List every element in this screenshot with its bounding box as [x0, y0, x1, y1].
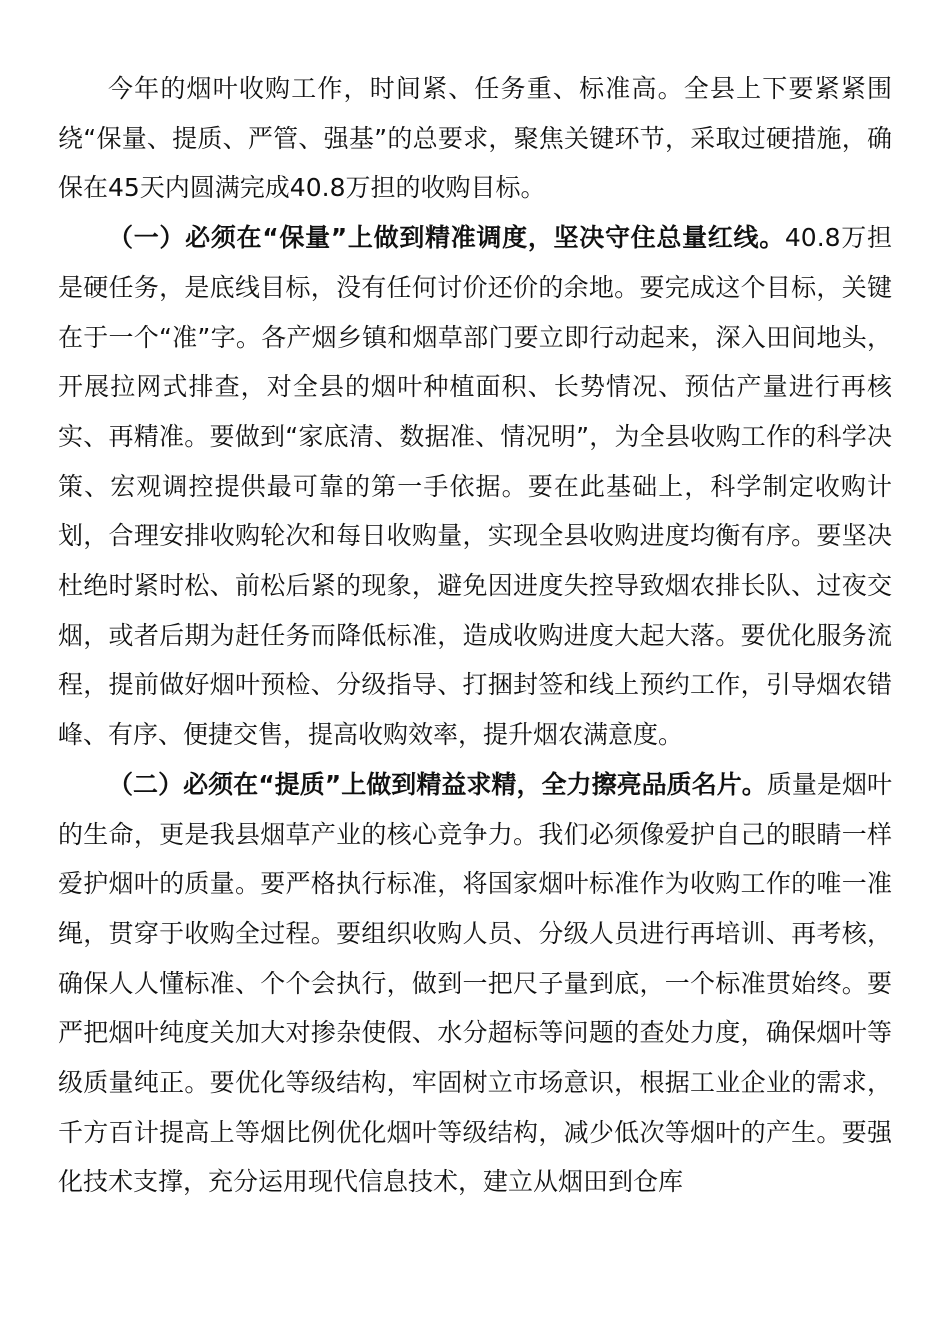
section-1-paragraph — [58, 213, 892, 760]
intro-text: 今年的烟叶收购工作，时间紧、任务重、标准高。全县上下要紧紧围绕“保量、提质、严管、强基”的总要求，聚焦关键环节，采取过硬措施，确保在45天内圆满完成40.8万担的收购目标。 — [58, 74, 892, 203]
section-1-body: 40.8万担是硬任务，是底线目标，没有任何讨价还价的余地。要完成这个目标，关键在于一个“准”字。各产烟乡镇和烟草部门要立即行动起来，深入田间地头，开展拉网式排查，对全县的烟叶种植面积、长势情况、预估产量进行再核实、再精准。要做到“家底清、数据准、情况明”，为全县收购工作的科学决策、宏观调控提供最可靠的第一手依据。要在此基础上，科学制定收购计划，合理安排收购轮次和每日收购量，实现全县收购进度均衡有序。要坚决杜绝时紧时松、前松后紧的现象，避免因进度失控导致烟农排长队、过夜交烟，或者后期为赶任务而降低标准，造成收购进度大起大落。要优化服务流程，提前做好烟叶预检、分级指导、打捆封签和线上预约工作，引导烟农错峰、有序、便捷交售，提高收购效率，提升烟农满意度。 — [58, 223, 892, 750]
section-2-body: 质量是烟叶的生命，更是我县烟草产业的核心竞争力。我们必须像爱护自己的眼睛一样爱护烟叶的质量。要严格执行标准，将国家烟叶标准作为收购工作的唯一准绳，贯穿于收购全过程。要组织收购人员、分级人员进行再培训、再考核，确保人人懂标准、个个会执行，做到一把尺子量到底，一个标准贯始终。要严把烟叶纯度关加大对掺杂使假、水分超标等问题的查处力度，确保烟叶等级质量纯正。要优化等级结构，牢固树立市场意识，根据工业企业的需求，千方百计提高上等烟比例优化烟叶等级结构，减少低次等烟叶的产生。要强化技术支撑，充分运用现代信息技术，建立从烟田到仓库 — [58, 769, 892, 1197]
section-2-heading: （二）必须在“提质”上做到精益求精，全力擦亮品质名片。 — [108, 769, 767, 799]
section-2-paragraph — [58, 760, 892, 1207]
intro-paragraph — [58, 64, 892, 213]
section-1-heading: （一）必须在“保量”上做到精准调度，坚决守住总量红线。 — [108, 223, 785, 253]
